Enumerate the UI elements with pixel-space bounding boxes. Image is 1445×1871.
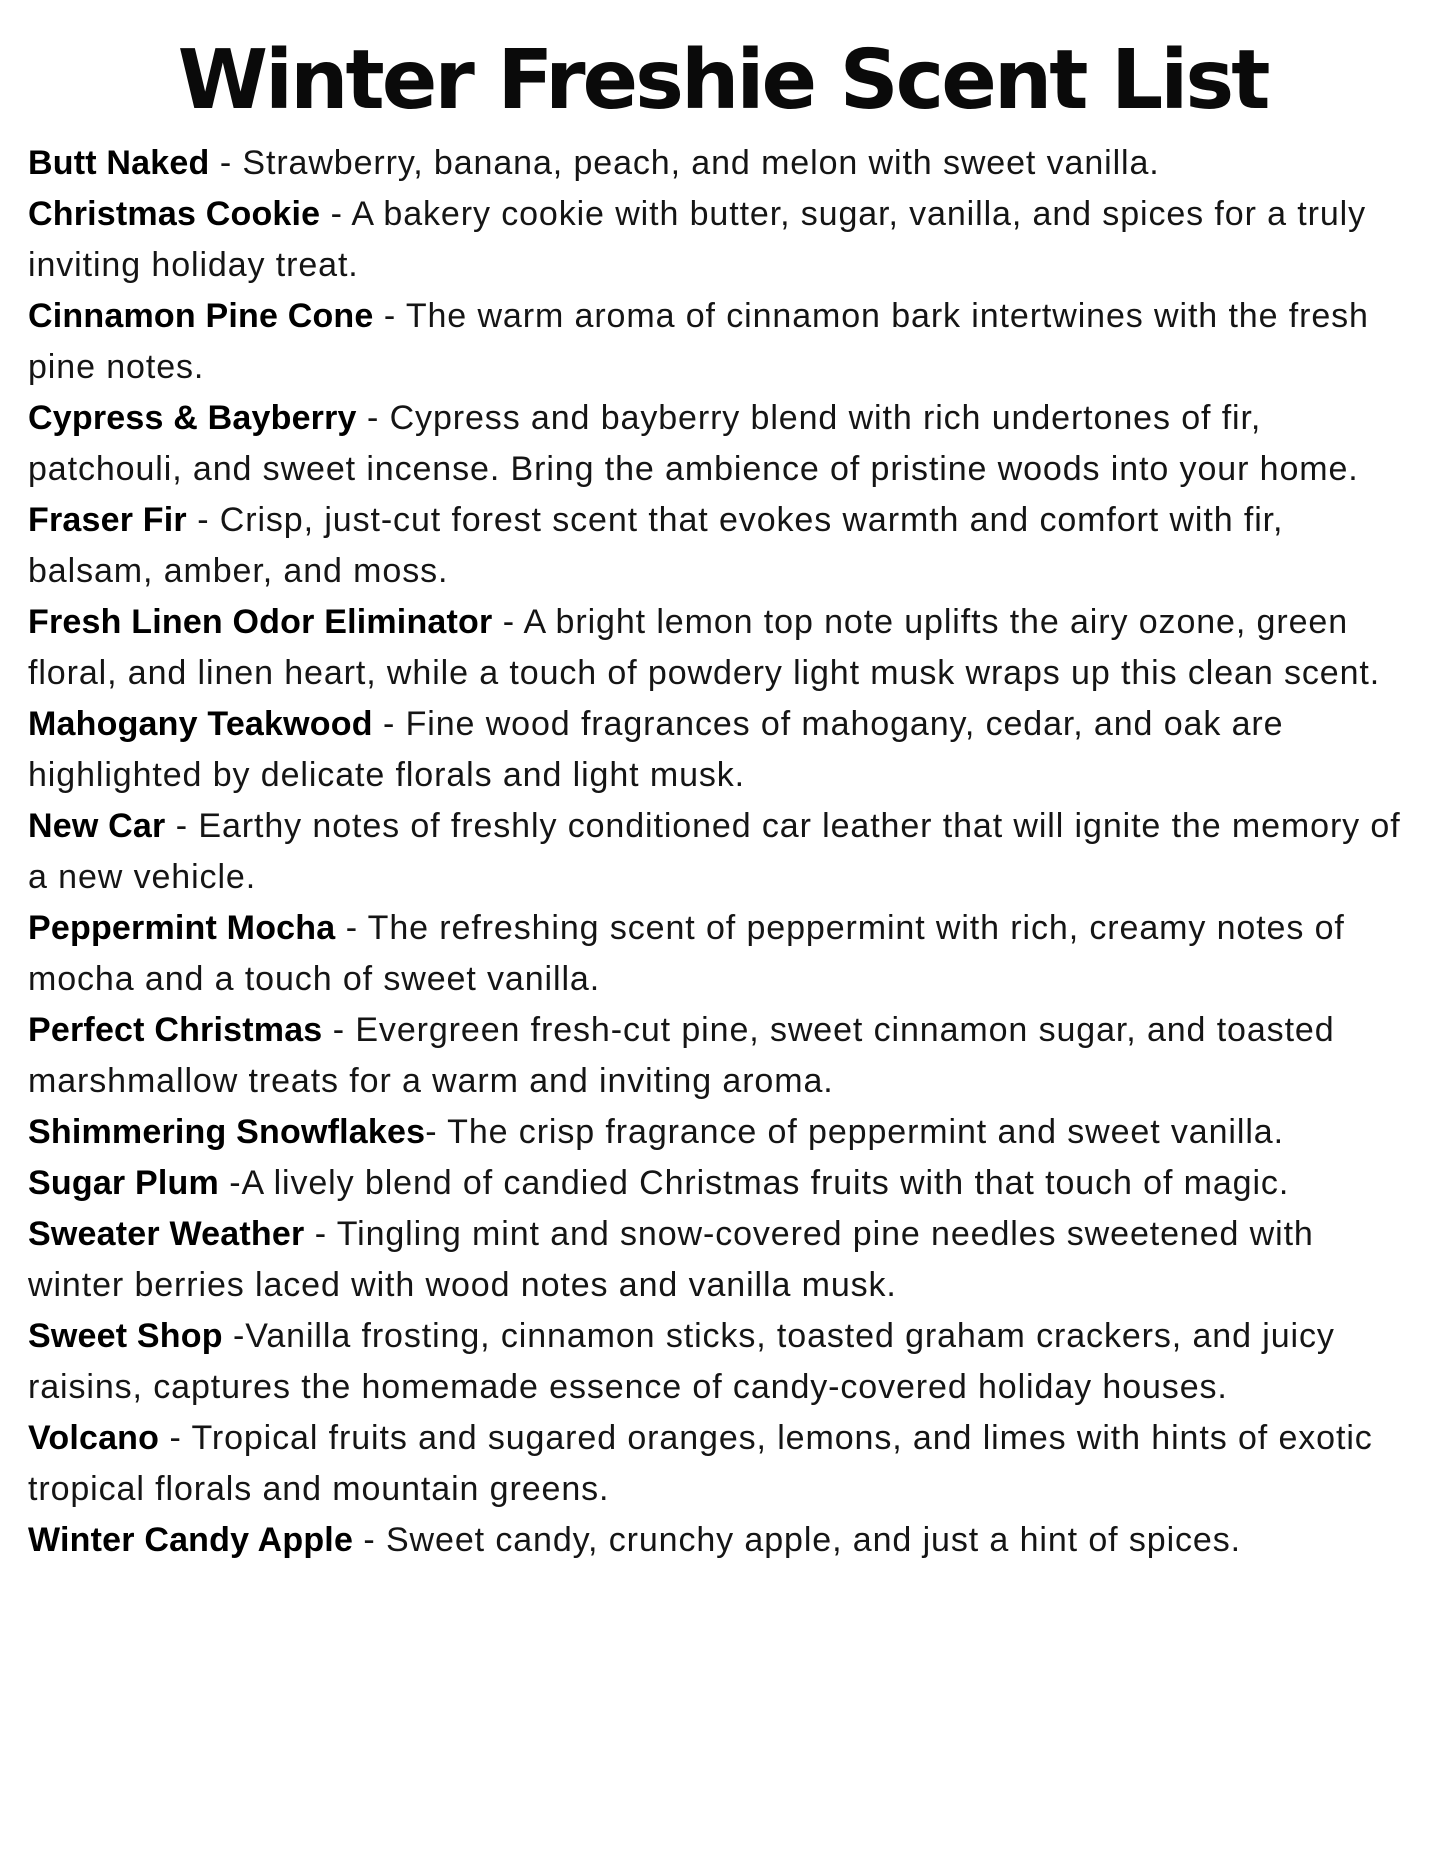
scent-name: Cinnamon Pine Cone xyxy=(28,297,374,336)
scent-description: Sweet candy, crunchy apple, and just a hint of spices. xyxy=(385,1521,1241,1560)
scent-entry xyxy=(28,291,1417,393)
scent-separator: - xyxy=(186,501,220,540)
scent-entry xyxy=(28,1413,1417,1515)
scent-description: A bakery cookie with butter, sugar, vanilla, and spices for a truly inviting holiday treat. xyxy=(28,195,1367,285)
scent-description: Evergreen fresh-cut pine, sweet cinnamon sugar, and toasted marshmallow treats for a warm and inviting aroma. xyxy=(28,1011,1335,1101)
scent-description: Fine wood fragrances of mahogany, cedar, and oak are highlighted by delicate florals and light musk. xyxy=(28,705,1284,795)
scent-separator: - xyxy=(165,807,199,846)
scent-name: Sugar Plum xyxy=(28,1164,219,1203)
scent-description: The crisp fragrance of peppermint and sweet vanilla. xyxy=(447,1113,1284,1152)
scent-separator: - xyxy=(222,1317,246,1356)
scent-name: Butt Naked xyxy=(28,144,210,183)
scent-list xyxy=(28,138,1417,1566)
scent-name: Shimmering Snowflakes xyxy=(28,1113,426,1152)
scent-description: A bright lemon top note uplifts the airy ozone, green floral, and linen heart, while a touch of powdery light musk wraps up this clean scent. xyxy=(28,603,1381,693)
scent-name: Sweater Weather xyxy=(28,1215,305,1254)
scent-separator: - xyxy=(425,1113,448,1152)
scent-name: Cypress & Bayberry xyxy=(28,399,357,438)
scent-description: Crisp, just-cut forest scent that evokes warmth and comfort with fir, balsam, amber, and moss. xyxy=(28,501,1284,591)
scent-description: Cypress and bayberry blend with rich undertones of fir, patchouli, and sweet incense. Bring the ambience of pristine woods into your home. xyxy=(28,399,1359,489)
scent-description: The warm aroma of cinnamon bark intertwines with the fresh pine notes. xyxy=(28,297,1369,387)
scent-name: Fraser Fir xyxy=(28,501,187,540)
scent-description: The refreshing scent of peppermint with rich, creamy notes of mocha and a touch of sweet vanilla. xyxy=(28,909,1345,999)
scent-entry xyxy=(28,597,1417,699)
scent-entry xyxy=(28,1107,1417,1158)
scent-name: Sweet Shop xyxy=(28,1317,223,1356)
scent-entry xyxy=(28,903,1417,1005)
scent-separator: - xyxy=(304,1215,337,1254)
scent-separator: - xyxy=(335,909,368,948)
scent-separator: - xyxy=(492,603,524,642)
scent-entry xyxy=(28,495,1417,597)
scent-separator: - xyxy=(320,195,352,234)
scent-separator: - xyxy=(159,1419,192,1458)
scent-separator: - xyxy=(373,297,406,336)
scent-description: Tingling mint and snow-covered pine needles sweetened with winter berries laced with wood notes and vanilla musk. xyxy=(28,1215,1314,1305)
scent-entry xyxy=(28,801,1417,903)
scent-entry xyxy=(28,1209,1417,1311)
scent-entry xyxy=(28,189,1417,291)
scent-entry xyxy=(28,1005,1417,1107)
scent-entry xyxy=(28,1158,1417,1209)
scent-name: Peppermint Mocha xyxy=(28,909,336,948)
scent-entry xyxy=(28,699,1417,801)
scent-description: A lively blend of candied Christmas fruits with that touch of magic. xyxy=(241,1164,1290,1203)
scent-name: New Car xyxy=(28,807,166,846)
scent-name: Winter Candy Apple xyxy=(28,1521,354,1560)
scent-description: Tropical fruits and sugared oranges, lemons, and limes with hints of exotic tropical florals and mountain greens. xyxy=(28,1419,1373,1509)
scent-entry xyxy=(28,393,1417,495)
scent-entry xyxy=(28,1515,1417,1566)
page-title: Winter Freshie Scent List xyxy=(177,33,1268,128)
scent-separator: - xyxy=(372,705,406,744)
scent-separator: - xyxy=(356,399,390,438)
scent-entry xyxy=(28,1311,1417,1413)
scent-name: Christmas Cookie xyxy=(28,195,321,234)
scent-separator: - xyxy=(209,144,243,183)
scent-name: Volcano xyxy=(28,1419,160,1458)
scent-separator: - xyxy=(322,1011,356,1050)
scent-description: Earthy notes of freshly conditioned car leather that will ignite the memory of a new vehicle. xyxy=(28,807,1401,897)
scent-entry xyxy=(28,138,1417,189)
scent-name: Mahogany Teakwood xyxy=(28,705,373,744)
scent-description: Vanilla frosting, cinnamon sticks, toasted graham crackers, and juicy raisins, captures the homemade essence of candy-covered holiday houses. xyxy=(28,1317,1335,1407)
scent-separator: - xyxy=(218,1164,242,1203)
scent-name: Fresh Linen Odor Eliminator xyxy=(28,603,493,642)
scent-separator: - xyxy=(353,1521,386,1560)
scent-description: Strawberry, banana, peach, and melon with sweet vanilla. xyxy=(242,144,1160,183)
scent-name: Perfect Christmas xyxy=(28,1011,323,1050)
